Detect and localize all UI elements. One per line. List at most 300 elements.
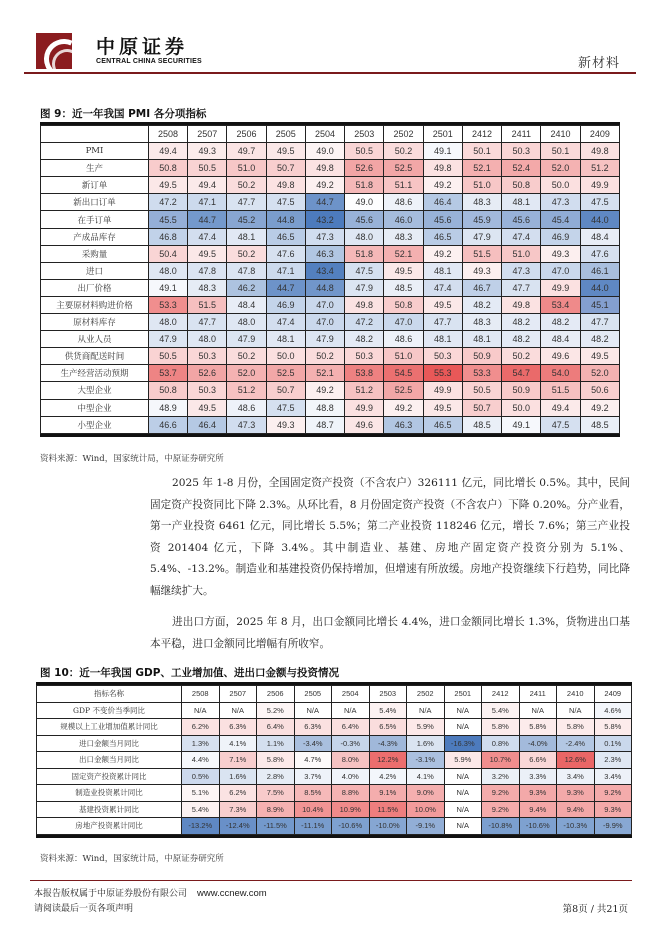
footer-copyright-line — [34, 886, 267, 899]
value-cell: 51.0 — [384, 348, 423, 365]
value-cell: N/A — [444, 719, 482, 736]
value-cell: 3.4% — [594, 768, 632, 785]
value-cell: 47.9 — [345, 279, 384, 296]
value-cell: 46.9 — [266, 296, 305, 313]
value-cell: 49.7 — [227, 143, 266, 160]
table-row — [41, 382, 620, 399]
row-label: 新出口订单 — [41, 194, 149, 211]
value-cell: 51.8 — [345, 177, 384, 194]
value-cell: 45.5 — [148, 211, 187, 228]
value-cell: 47.5 — [266, 399, 305, 416]
value-cell: 47.3 — [305, 228, 344, 245]
value-cell: 49.5 — [423, 296, 462, 313]
investment-paragraph-text: 2025 年 1-8 月份，全国固定资产投资（不含农户）326111 亿元，同比增长 0.5%。其中，民间固定资产投资同比下降 2.3%。从环比看，8 月份固定资产投资（不含农户）下降 0.20%。分产业看，第一产业投资 6461 亿元，同比增长 5.5%；第二产业投资 118246 亿元，增长 7.6%；第三产业投资 201404 亿元，下降 3.4%。其中制造业、基建、房地产固定资产投资分别为 5.1%、5.4%、-13.2%。制造业和基建投资仍保持增加，但增速有所放缓。房地产投资继续下行趋势，同比降幅继续扩大。 — [150, 477, 630, 597]
value-cell: 47.7 — [502, 279, 541, 296]
table-row — [41, 348, 620, 365]
table-row — [37, 735, 632, 752]
row-label: 进口金额当月同比 — [37, 735, 182, 752]
column-header: 2501 — [423, 126, 462, 143]
value-cell: 51.0 — [227, 160, 266, 177]
header-cell-empty — [41, 126, 149, 143]
value-cell: 2.8% — [257, 768, 295, 785]
value-cell: 9.0% — [407, 785, 445, 802]
value-cell: 9.2% — [482, 785, 520, 802]
value-cell: 52.6 — [188, 365, 227, 382]
value-cell: 50.3 — [423, 348, 462, 365]
column-header: 2412 — [462, 126, 501, 143]
value-cell: -13.2% — [182, 818, 220, 835]
value-cell: 49.6 — [345, 416, 384, 433]
value-cell: N/A — [557, 702, 595, 719]
value-cell: 52.5 — [384, 382, 423, 399]
value-cell: 47.8 — [188, 262, 227, 279]
figure9-title: 图 9：近一年我国 PMI 各分项指标 — [40, 108, 207, 120]
value-cell: 51.2 — [345, 382, 384, 399]
value-cell: 47.1 — [188, 194, 227, 211]
column-header: 2506 — [257, 686, 295, 703]
table-row — [41, 143, 620, 160]
value-cell: 45.6 — [345, 211, 384, 228]
value-cell: 46.6 — [148, 416, 187, 433]
row-label: 出口金额当月同比 — [37, 752, 182, 769]
value-cell: N/A — [444, 768, 482, 785]
column-header: 2505 — [266, 126, 305, 143]
value-cell: 10.9% — [332, 801, 370, 818]
value-cell: 10.4% — [294, 801, 332, 818]
value-cell: 49.2 — [423, 177, 462, 194]
value-cell: 51.1 — [384, 177, 423, 194]
investment-paragraph — [150, 473, 630, 602]
value-cell: -3.4% — [294, 735, 332, 752]
value-cell: 47.2 — [345, 314, 384, 331]
value-cell: 46.5 — [423, 228, 462, 245]
row-label: 从业人员 — [41, 331, 149, 348]
column-header: 2411 — [519, 686, 557, 703]
value-cell: 2.3% — [594, 752, 632, 769]
value-cell: N/A — [444, 702, 482, 719]
value-cell: 52.1 — [462, 160, 501, 177]
table-header-row — [37, 686, 632, 703]
value-cell: 51.2 — [227, 382, 266, 399]
value-cell: 8.9% — [257, 801, 295, 818]
value-cell: 49.0 — [305, 143, 344, 160]
table-row — [41, 365, 620, 382]
value-cell: 48.6 — [384, 194, 423, 211]
value-cell: 1.1% — [257, 735, 295, 752]
row-label: 大型企业 — [41, 382, 149, 399]
figure9-table-wrap — [40, 122, 620, 437]
value-cell: 48.1 — [423, 331, 462, 348]
value-cell: 51.8 — [345, 245, 384, 262]
value-cell: 47.7 — [580, 314, 619, 331]
figure10-table-wrap — [36, 682, 632, 838]
footer-website-link[interactable]: www.ccnew.com — [197, 888, 267, 899]
value-cell: -10.3% — [557, 818, 595, 835]
value-cell: 48.5 — [580, 416, 619, 433]
value-cell: 4.7% — [294, 752, 332, 769]
value-cell: 54.0 — [541, 365, 580, 382]
row-label: 规模以上工业增加值累计同比 — [37, 719, 182, 736]
value-cell: 44.7 — [188, 211, 227, 228]
value-cell: N/A — [182, 702, 220, 719]
value-cell: N/A — [444, 818, 482, 835]
value-cell: 50.7 — [266, 160, 305, 177]
value-cell: 52.0 — [580, 365, 619, 382]
value-cell: N/A — [444, 801, 482, 818]
value-cell: 46.4 — [188, 416, 227, 433]
value-cell: 7.3% — [219, 801, 257, 818]
row-label: 小型企业 — [41, 416, 149, 433]
value-cell: 46.5 — [266, 228, 305, 245]
value-cell: 47.9 — [227, 331, 266, 348]
value-cell: 49.6 — [541, 348, 580, 365]
value-cell: 10.0% — [407, 801, 445, 818]
value-cell: 47.6 — [580, 245, 619, 262]
value-cell: 49.3 — [188, 143, 227, 160]
value-cell: 47.3 — [541, 194, 580, 211]
value-cell: 50.7 — [462, 399, 501, 416]
value-cell: -10.8% — [482, 818, 520, 835]
row-label: 房地产投资累计同比 — [37, 818, 182, 835]
value-cell: 6.4% — [257, 719, 295, 736]
value-cell: 47.4 — [502, 228, 541, 245]
value-cell: 52.5 — [266, 365, 305, 382]
value-cell: 47.7 — [227, 194, 266, 211]
value-cell: 50.1 — [462, 143, 501, 160]
value-cell: 5.8% — [557, 719, 595, 736]
value-cell: 6.4% — [332, 719, 370, 736]
figure10-title: 图 10：近一年我国 GDP、工业增加值、进出口金额与投资情况 — [40, 667, 339, 679]
value-cell: 45.9 — [462, 211, 501, 228]
value-cell: 47.0 — [305, 296, 344, 313]
value-cell: 49.4 — [148, 143, 187, 160]
value-cell: 47.5 — [345, 262, 384, 279]
value-cell: 3.4% — [557, 768, 595, 785]
page-number: 第8页 / 共21页 — [562, 904, 628, 915]
value-cell: 45.2 — [227, 211, 266, 228]
macro-indicators-table — [36, 685, 632, 835]
value-cell: 52.0 — [227, 365, 266, 382]
value-cell: 1.6% — [407, 735, 445, 752]
value-cell: N/A — [407, 702, 445, 719]
column-header: 2504 — [332, 686, 370, 703]
value-cell: 48.5 — [462, 416, 501, 433]
value-cell: 47.2 — [148, 194, 187, 211]
value-cell: 49.8 — [502, 296, 541, 313]
row-label: 固定资产投资累计同比 — [37, 768, 182, 785]
table-row — [41, 296, 620, 313]
value-cell: 46.8 — [148, 228, 187, 245]
value-cell: 48.4 — [580, 228, 619, 245]
value-cell: 52.1 — [305, 365, 344, 382]
value-cell: 48.0 — [148, 262, 187, 279]
value-cell: 6.5% — [369, 719, 407, 736]
value-cell: 50.2 — [227, 348, 266, 365]
value-cell: 51.5 — [541, 382, 580, 399]
value-cell: 49.4 — [541, 399, 580, 416]
row-label: 在手订单 — [41, 211, 149, 228]
value-cell: 50.2 — [384, 143, 423, 160]
value-cell: 50.2 — [305, 348, 344, 365]
value-cell: 49.0 — [345, 194, 384, 211]
value-cell: 0.5% — [182, 768, 220, 785]
value-cell: 6.2% — [219, 785, 257, 802]
value-cell: 52.4 — [502, 160, 541, 177]
value-cell: 53.3 — [148, 296, 187, 313]
row-label: GDP 不变价当季同比 — [37, 702, 182, 719]
value-cell: 9.3% — [557, 785, 595, 802]
column-header: 2411 — [502, 126, 541, 143]
value-cell: -11.5% — [257, 818, 295, 835]
value-cell: 49.5 — [580, 348, 619, 365]
value-cell: 3.7% — [294, 768, 332, 785]
value-cell: 50.4 — [148, 245, 187, 262]
value-cell: 9.4% — [557, 801, 595, 818]
value-cell: 48.9 — [148, 399, 187, 416]
header-cell-indicator: 指标名称 — [37, 686, 182, 703]
column-header: 2502 — [407, 686, 445, 703]
header-divider — [24, 72, 636, 74]
value-cell: 50.3 — [502, 143, 541, 160]
value-cell: 9.2% — [482, 801, 520, 818]
value-cell: N/A — [219, 702, 257, 719]
value-cell: 43.4 — [305, 262, 344, 279]
value-cell: 0.1% — [594, 735, 632, 752]
value-cell: 48.0 — [227, 314, 266, 331]
column-header: 2506 — [227, 126, 266, 143]
value-cell: 44.7 — [266, 279, 305, 296]
value-cell: 46.3 — [305, 245, 344, 262]
value-cell: 49.3 — [541, 245, 580, 262]
value-cell: 50.3 — [345, 348, 384, 365]
value-cell: 48.2 — [462, 296, 501, 313]
value-cell: 50.0 — [541, 177, 580, 194]
table-row — [41, 399, 620, 416]
figure9-source: 资料来源：Wind，国家统计局，中原证券研究所 — [40, 454, 224, 464]
value-cell: 46.9 — [541, 228, 580, 245]
table-row — [37, 818, 632, 835]
company-name-en: CENTRAL CHINA SECURITIES — [96, 58, 202, 65]
column-header: 2410 — [557, 686, 595, 703]
value-cell: 49.9 — [423, 382, 462, 399]
value-cell: 48.0 — [148, 314, 187, 331]
column-header: 2410 — [541, 126, 580, 143]
value-cell: 9.3% — [594, 801, 632, 818]
row-label: 制造业投资累计同比 — [37, 785, 182, 802]
value-cell: -4.3% — [369, 735, 407, 752]
row-label: 生产经营活动预期 — [41, 365, 149, 382]
value-cell: 54.5 — [384, 365, 423, 382]
value-cell: 47.8 — [227, 262, 266, 279]
table-row — [37, 768, 632, 785]
value-cell: 49.4 — [188, 177, 227, 194]
value-cell: 44.7 — [305, 194, 344, 211]
value-cell: 50.3 — [188, 348, 227, 365]
value-cell: 49.8 — [345, 296, 384, 313]
value-cell: 50.2 — [502, 348, 541, 365]
value-cell: 51.5 — [462, 245, 501, 262]
table-row — [41, 314, 620, 331]
value-cell: 5.2% — [257, 702, 295, 719]
value-cell: 48.0 — [188, 331, 227, 348]
value-cell: 44.0 — [580, 211, 619, 228]
value-cell: 48.1 — [423, 262, 462, 279]
value-cell: 48.1 — [227, 228, 266, 245]
value-cell: -10.6% — [519, 818, 557, 835]
value-cell: 5.8% — [594, 719, 632, 736]
footer-divider — [30, 880, 632, 881]
value-cell: 9.3% — [519, 785, 557, 802]
value-cell: 49.2 — [305, 177, 344, 194]
value-cell: 47.1 — [266, 262, 305, 279]
value-cell: 48.5 — [384, 279, 423, 296]
value-cell: 48.2 — [502, 331, 541, 348]
value-cell: 7.5% — [257, 785, 295, 802]
value-cell: 1.6% — [219, 768, 257, 785]
value-cell: 43.2 — [305, 211, 344, 228]
footer-disclaimer: 请阅读最后一页各项声明 — [34, 904, 134, 914]
row-label: 采购量 — [41, 245, 149, 262]
value-cell: 52.0 — [541, 160, 580, 177]
table-row — [41, 160, 620, 177]
value-cell: 48.3 — [462, 314, 501, 331]
row-label: 进口 — [41, 262, 149, 279]
value-cell: 48.0 — [345, 228, 384, 245]
value-cell: 51.2 — [580, 160, 619, 177]
value-cell: 5.8% — [257, 752, 295, 769]
value-cell: 12.2% — [369, 752, 407, 769]
column-header: 2505 — [294, 686, 332, 703]
value-cell: 11.5% — [369, 801, 407, 818]
value-cell: 49.9 — [345, 399, 384, 416]
value-cell: 50.5 — [345, 143, 384, 160]
table-row — [41, 228, 620, 245]
value-cell: 49.5 — [188, 245, 227, 262]
value-cell: -16.3% — [444, 735, 482, 752]
table-row — [41, 279, 620, 296]
value-cell: 44.8 — [305, 279, 344, 296]
value-cell: 46.7 — [462, 279, 501, 296]
value-cell: -9.9% — [594, 818, 632, 835]
value-cell: 47.4 — [188, 228, 227, 245]
value-cell: 48.2 — [541, 314, 580, 331]
column-header: 2507 — [188, 126, 227, 143]
row-label: 基建投资累计同比 — [37, 801, 182, 818]
value-cell: 47.5 — [541, 416, 580, 433]
value-cell: 49.1 — [423, 143, 462, 160]
row-label: 中型企业 — [41, 399, 149, 416]
value-cell: 46.4 — [423, 194, 462, 211]
row-label: 主要原材料购进价格 — [41, 296, 149, 313]
value-cell: 3.3% — [519, 768, 557, 785]
report-section-name: 新材料 — [577, 56, 620, 71]
value-cell: 49.3 — [266, 416, 305, 433]
value-cell: 0.8% — [482, 735, 520, 752]
value-cell: 53.8 — [345, 365, 384, 382]
value-cell: 5.4% — [482, 702, 520, 719]
value-cell: 55.3 — [423, 365, 462, 382]
value-cell: 50.1 — [541, 143, 580, 160]
value-cell: 47.9 — [305, 331, 344, 348]
table-row — [41, 177, 620, 194]
column-header: 2409 — [594, 686, 632, 703]
value-cell: 51.0 — [502, 245, 541, 262]
row-label: 新订单 — [41, 177, 149, 194]
value-cell: 5.4% — [182, 801, 220, 818]
value-cell: 50.9 — [462, 348, 501, 365]
value-cell: 47.5 — [580, 194, 619, 211]
value-cell: 47.9 — [148, 331, 187, 348]
value-cell: 50.9 — [502, 382, 541, 399]
value-cell: 44.0 — [580, 279, 619, 296]
figure10-source: 资料来源：Wind，国家统计局，中原证券研究所 — [40, 854, 224, 864]
value-cell: -2.4% — [557, 735, 595, 752]
value-cell: -10.6% — [332, 818, 370, 835]
trade-paragraph — [150, 612, 630, 655]
value-cell: 50.6 — [580, 382, 619, 399]
value-cell: 49.5 — [423, 399, 462, 416]
footer-copyright: 本报告版权属于中原证券股份有限公司 — [34, 889, 188, 899]
value-cell: 50.5 — [148, 348, 187, 365]
value-cell: N/A — [294, 702, 332, 719]
value-cell: 49.3 — [462, 262, 501, 279]
column-header: 2504 — [305, 126, 344, 143]
value-cell: -3.1% — [407, 752, 445, 769]
table-row — [41, 331, 620, 348]
value-cell: 10.7% — [482, 752, 520, 769]
value-cell: 50.2 — [227, 177, 266, 194]
value-cell: 49.1 — [502, 416, 541, 433]
value-cell: 51.0 — [462, 177, 501, 194]
value-cell: -9.1% — [407, 818, 445, 835]
column-header: 2508 — [182, 686, 220, 703]
value-cell: 49.5 — [384, 262, 423, 279]
value-cell: 46.2 — [227, 279, 266, 296]
table-row — [41, 211, 620, 228]
value-cell: 47.7 — [423, 314, 462, 331]
value-cell: 50.2 — [227, 245, 266, 262]
value-cell: 50.0 — [266, 348, 305, 365]
value-cell: 6.3% — [294, 719, 332, 736]
value-cell: 49.2 — [580, 399, 619, 416]
value-cell: 48.8 — [305, 399, 344, 416]
value-cell: 48.7 — [305, 416, 344, 433]
value-cell: 48.4 — [541, 331, 580, 348]
value-cell: 49.5 — [266, 143, 305, 160]
column-header: 2501 — [444, 686, 482, 703]
value-cell: 53.4 — [541, 296, 580, 313]
table-row — [37, 752, 632, 769]
value-cell: 48.6 — [227, 399, 266, 416]
value-cell: 49.9 — [580, 177, 619, 194]
row-label: 生产 — [41, 160, 149, 177]
value-cell: 49.5 — [188, 399, 227, 416]
value-cell: 47.9 — [462, 228, 501, 245]
table-row — [41, 262, 620, 279]
row-label: 产成品库存 — [41, 228, 149, 245]
value-cell: 49.8 — [305, 160, 344, 177]
value-cell: 45.4 — [541, 211, 580, 228]
value-cell: 5.4% — [369, 702, 407, 719]
value-cell: 6.2% — [182, 719, 220, 736]
value-cell: 47.7 — [188, 314, 227, 331]
value-cell: 47.4 — [423, 279, 462, 296]
value-cell: 48.6 — [384, 331, 423, 348]
value-cell: 45.6 — [502, 211, 541, 228]
row-label: 出厂价格 — [41, 279, 149, 296]
value-cell: 53.3 — [462, 365, 501, 382]
value-cell: 6.3% — [219, 719, 257, 736]
